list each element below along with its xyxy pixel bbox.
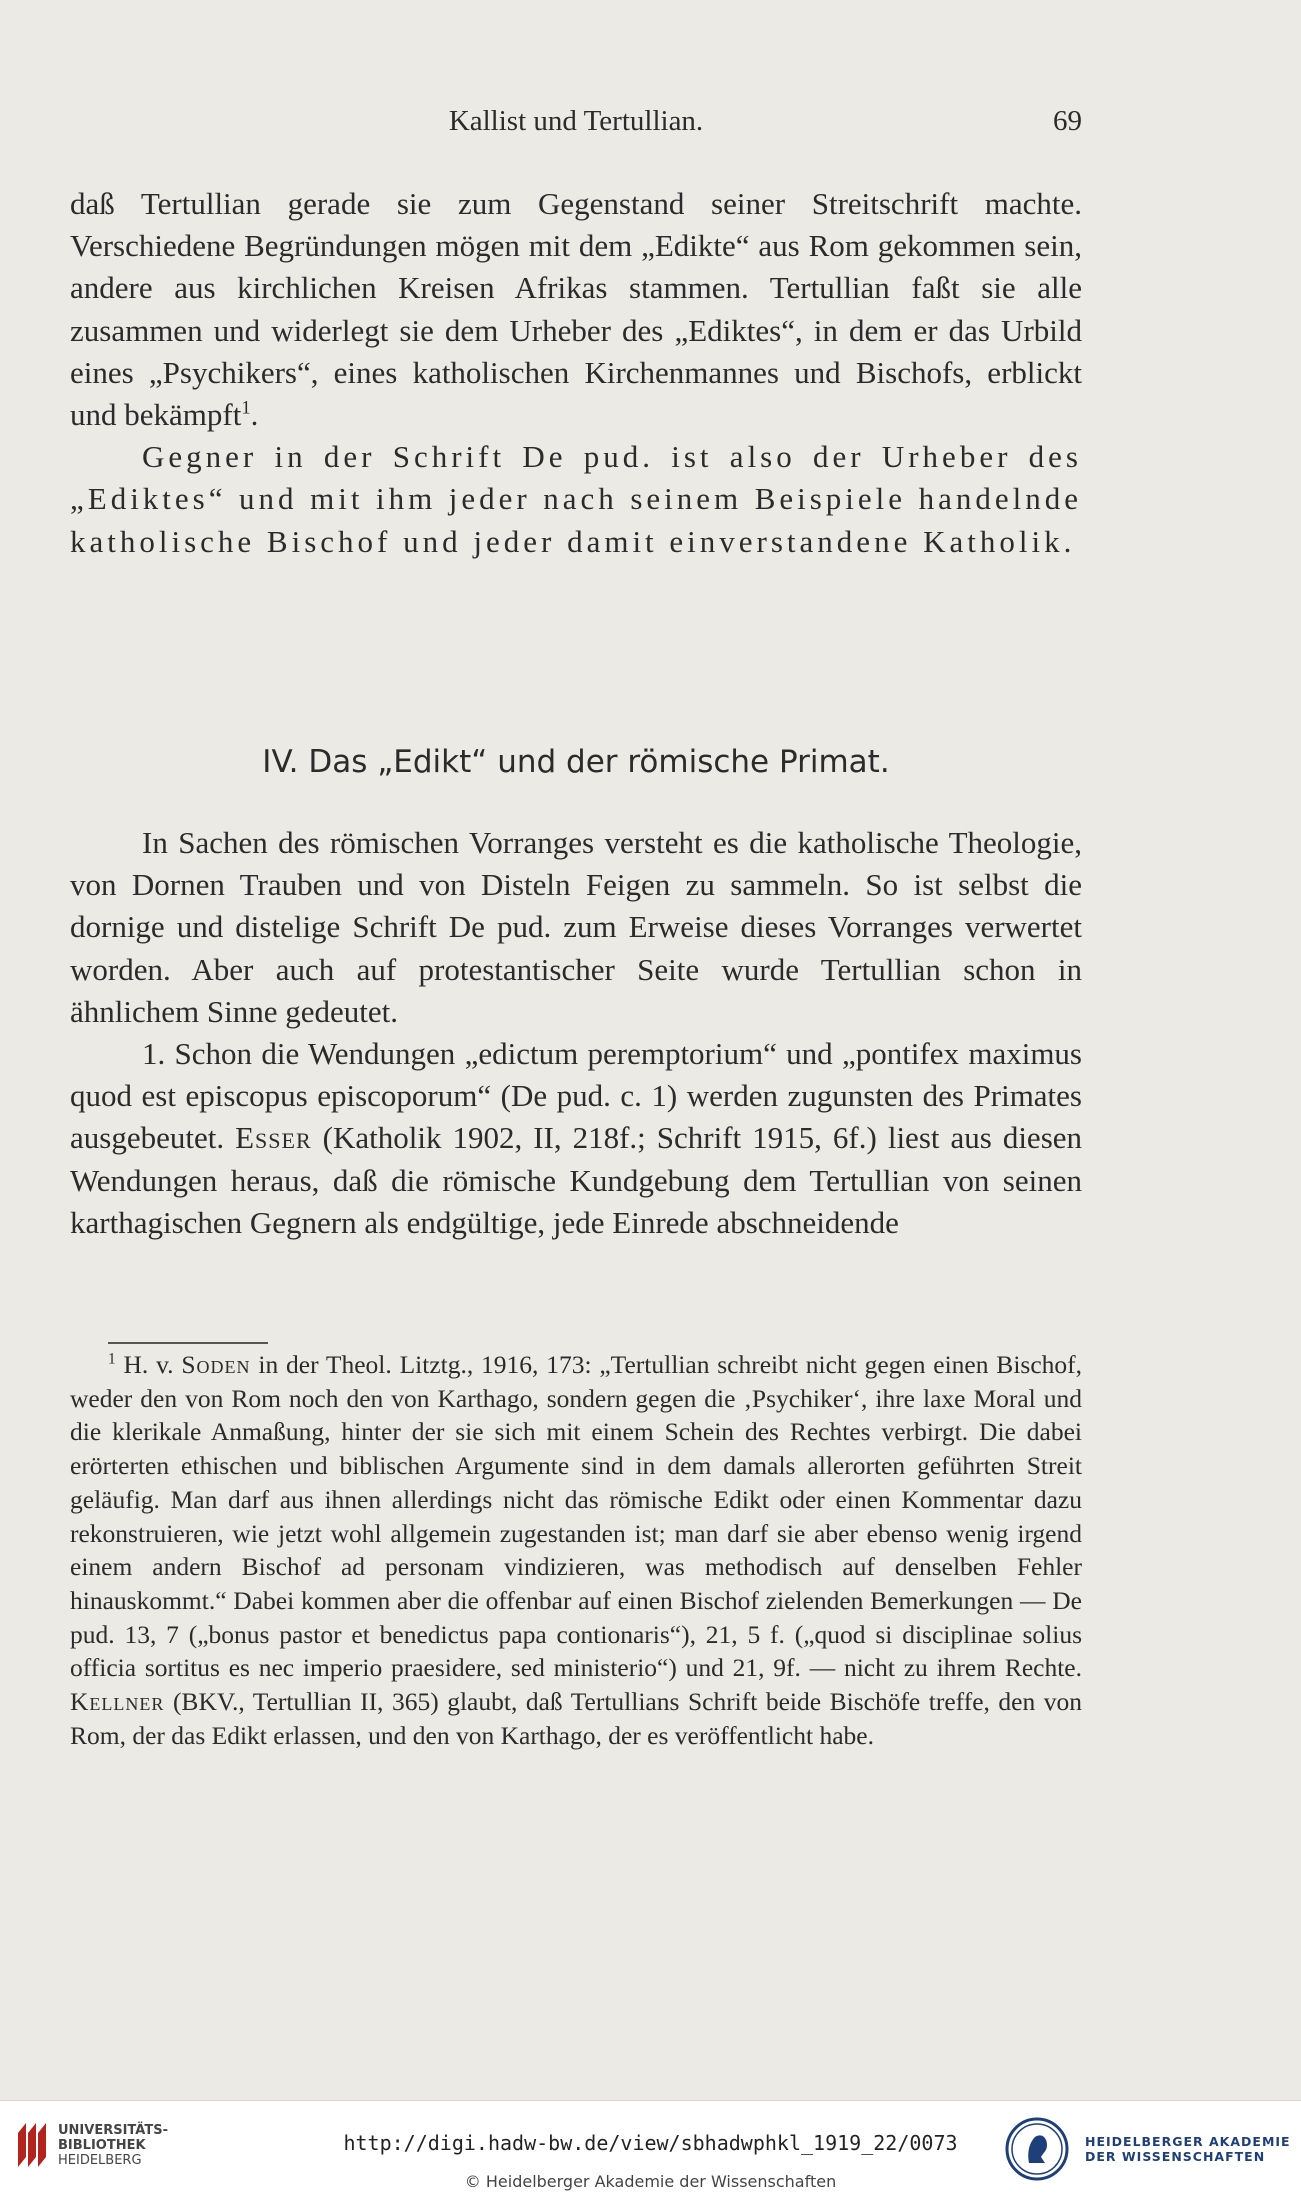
section-1-text xyxy=(70,183,1082,563)
paragraph-3: In Sachen des römischen Vorranges versteht es die katholische Theologie, von Dornen Trauben und von Disteln Feigen zu sammeln. So ist selbst die dornige und distelige Schrift De pud. zum Erweise dieses Vorranges verwertet worden. Aber auch auf protestantischer Seite wurde Tertullian schon in ähnlichem Sinne gedeutet. xyxy=(70,825,1082,1029)
section-heading: IV. Das „Edikt“ und der römische Primat. xyxy=(262,744,890,780)
copyright-notice: © Heidelberger Akademie der Wissenschaften xyxy=(464,2172,837,2191)
academy-seal-icon xyxy=(1005,2117,1069,2181)
library-name: UNIVERSITÄTS- BIBLIOTHEK HEIDELBERG xyxy=(58,2123,168,2168)
author-name-kellner: Kellner xyxy=(70,1687,165,1717)
digitization-footer xyxy=(0,2100,1301,2200)
paragraph-4: 1. Schon die Wendungen „edictum peremptorium“ und „pontifex maximus quod est episcopus episcoporum“ (De pud. c. 1) werden zugunsten des Primates ausgebeutet. Esser (Katholik 1902, II, 218f.; Schrift 1915, 6f.) liest aus diesen Wendungen heraus, daß die römische Kundgebung dem Tertullian von seinen karthagischen Gegnern als endgültige, jede Einrede abschneidende xyxy=(70,1036,1083,1240)
author-name-soden: Soden xyxy=(181,1350,251,1379)
footnote xyxy=(70,1348,1082,1752)
permalink-url[interactable]: http://digi.hadw-bw.de/view/sbhadwphkl_1919_22/0073 xyxy=(343,2131,958,2155)
footnote-text: $^1$ H. v. Soden in der Theol. Litztg., 1916, 173: „Tertullian schreibt nicht gegen einen Bischof, weder den von Rom noch den von Karthago, sondern gegen die ‚Psychiker‘, ihre laxe Moral und die klerikale Anmaßung, hinter der sie sich mit einem Schein des Rechtes verbirgt. Die dabei erörterten ethischen und biblischen Argumente sind in dem damals allerorten geführten Streit geläufig. Man darf aus ihnen allerdings nicht das römische Edikt oder einen Kommentar dazu rekonstruieren, wie jetzt wohl allgemein zugestanden ist; man darf sie aber ebenso wenig irgend einem andern Bischof ad personam vindizieren, was methodisch auf denselben Fehler hinauskommt.“ Dabei kommen aber die offenbar auf einen Bischof zielenden Bemerkungen — De pud. 13, 7 („bonus pastor et benedictus papa contionaris“), 21, 5 f. („quod si disciplinae solius officia sortitus es nec imperio praesidere, sed ministerio“) und 21, 9f. — nicht zu ihrem Rechte. Kellner (BKV., Tertullian II, 365) glaubt, daß Tertullians Schrift beide Bischöfe treffe, den von Rom, der das Edikt erlassen, und den von Karthago, der es veröffentlicht habe. xyxy=(70,1350,1083,1750)
footnote-separator xyxy=(108,1342,268,1344)
running-title: Kallist und Tertullian. xyxy=(448,105,704,137)
academy-name: HEIDELBERGER AKADEMIE DER WISSENSCHAFTEN xyxy=(1085,2134,1291,2164)
paragraph-2: Gegner in der Schrift De pud. ist also der Urheber des „Ediktes“ und mit ihm jeder nach seinem Beispiele handelnde katholische Bischof und jeder damit einverstandene Katholik. xyxy=(70,439,1082,559)
paragraph-1: daß Tertullian gerade sie zum Gegenstand seiner Streitschrift machte. Verschiedene Begründungen mögen mit dem „Edikte“ aus Rom gekommen sein, andere aus kirchlichen Kreisen Afrikas stammen. Tertullian faßt sie alle zusammen und widerlegt sie dem Urheber des „Ediktes“, in dem er das Urbild eines „Psychikers“, eines katholischen Kirchenmannes und Bischofs, erblickt und bekämpft$^1$. xyxy=(70,186,1082,433)
running-header xyxy=(70,105,1082,145)
author-name-esser: Esser xyxy=(235,1120,312,1156)
footnote-ref: 1 xyxy=(241,397,251,419)
page-number: 69 xyxy=(1053,105,1082,137)
section-2-text xyxy=(70,822,1082,1244)
footnote-marker: 1 xyxy=(108,1350,116,1368)
